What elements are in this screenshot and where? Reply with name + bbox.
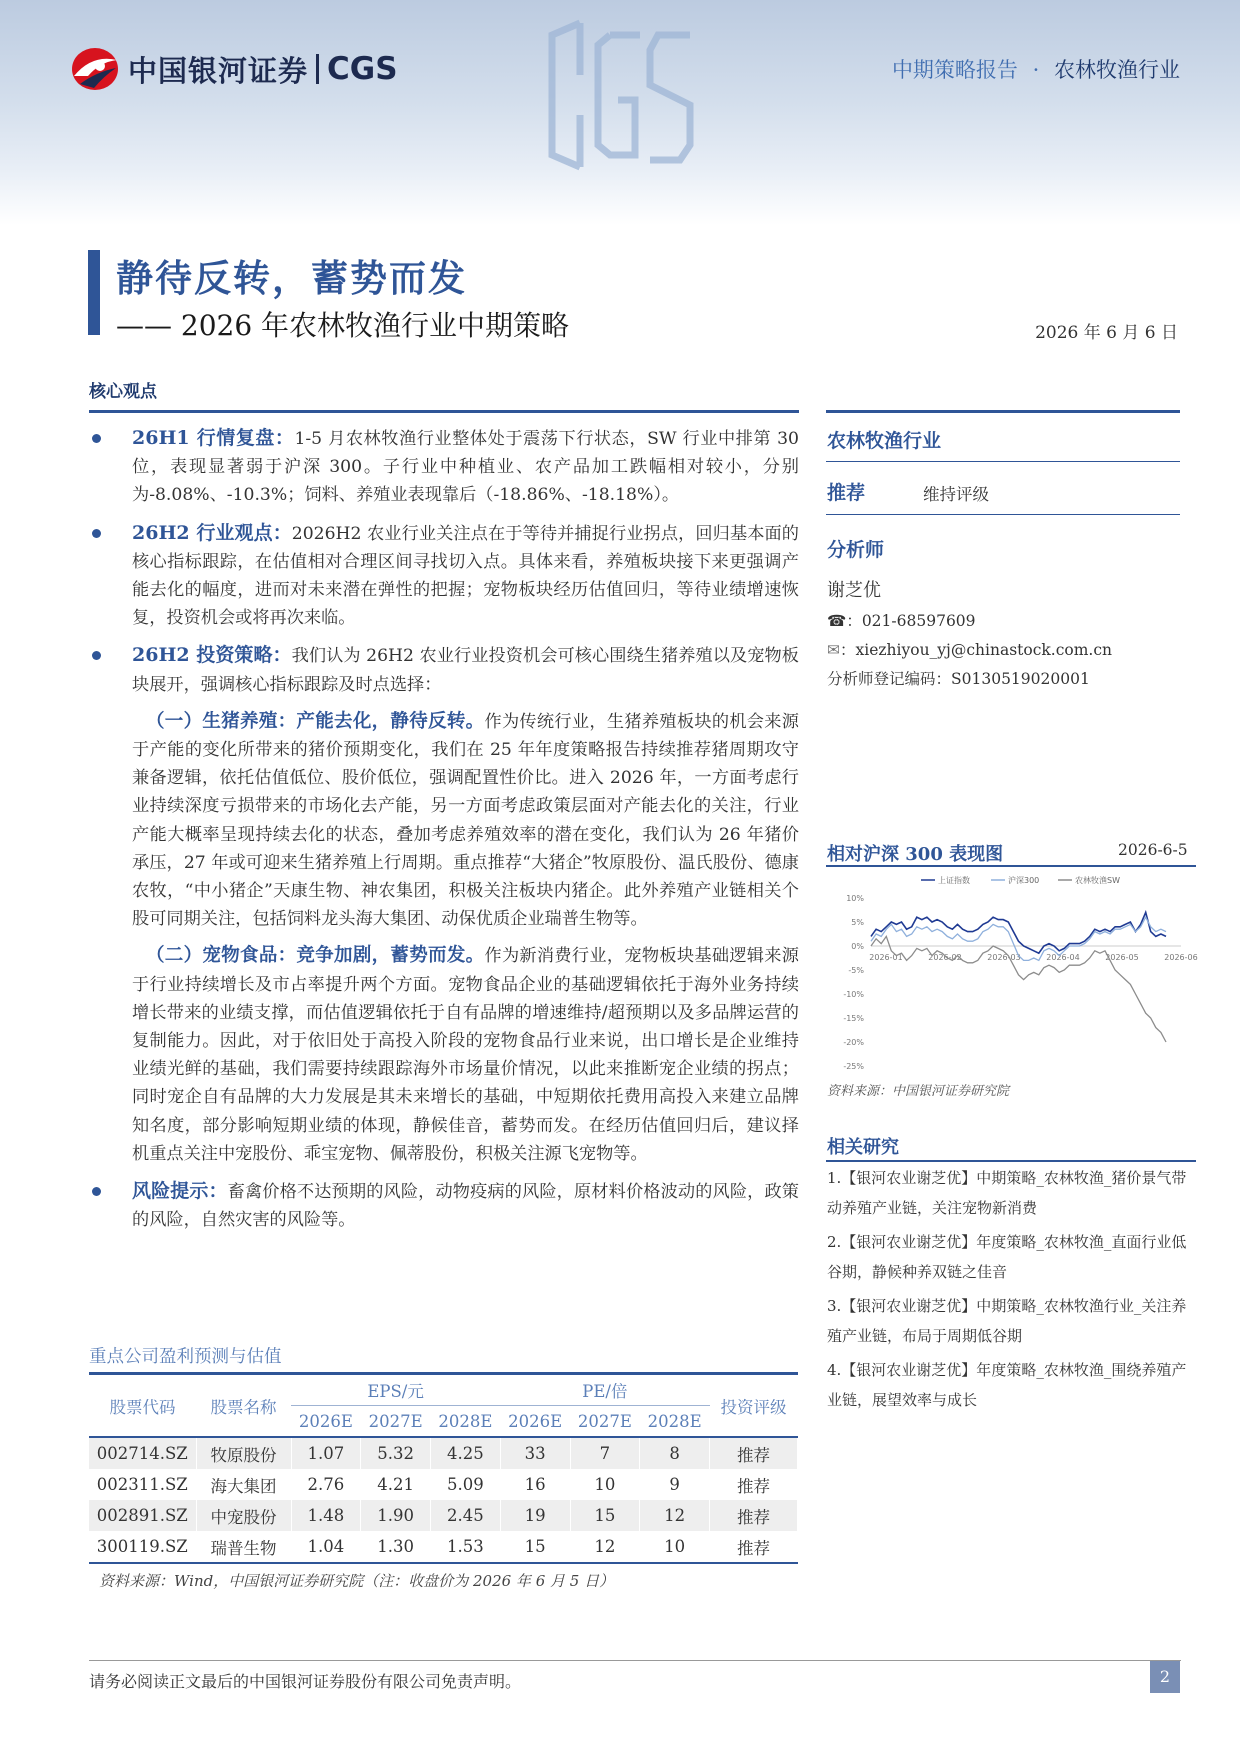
cell-rating: 推荐 xyxy=(710,1500,798,1531)
col-header-name: 股票名称 xyxy=(196,1374,291,1438)
cell-pe: 15 xyxy=(500,1531,570,1563)
sidebar-divider xyxy=(826,514,1180,515)
sub-text: 作为传统行业，生猪养殖板块的机会来源于产能的变化所带来的猪价预期变化，我们在 25 年年度策略报告持续推荐猪周期攻守兼备逻辑，依托估值低位、股价低位，强调配置性价比。进入 2026 年，一方面考虑行业持续深度亏损带来的市场化去产能，另一方面考虑政策层面对产能去化的关注，行业产能大概率呈现持续去化的状态，叠加考虑养殖效率的潜在变化，我们认为 26 年猪价承压，27 年或可迎来生猪养殖上行周期。重点推荐“大猪企”牧原股份、温氏股份、德康农牧，“中小猪企”天康生物、神农集团，积极关注板块内猪企。此外养殖产业链相关个股可同期关注，包括饲料龙头海大集团、动保优质企业瑞普生物等。 xyxy=(132,711,799,930)
cell-eps: 1.30 xyxy=(361,1531,431,1563)
valuation-table-title: 重点公司盈利预测与估值 xyxy=(89,1347,282,1367)
analyst-email[interactable] xyxy=(827,638,1112,660)
col-header-year: 2026E xyxy=(500,1406,570,1438)
col-header-rating: 投资评级 xyxy=(710,1374,798,1438)
bullet-text: 畜禽价格不达预期的风险，动物疫病的风险，原材料价格波动的风险，政策的风险，自然灾害的风险等。 xyxy=(132,1182,799,1231)
report-industry: 农林牧渔行业 xyxy=(1054,58,1180,82)
y-tick-label: -10% xyxy=(843,990,864,999)
col-header-year: 2028E xyxy=(640,1406,710,1438)
phone-number: ：021-68597609 xyxy=(846,612,976,630)
footer-rule xyxy=(89,1660,1181,1661)
cell-code: 002311.SZ xyxy=(89,1469,196,1500)
y-tick-label: -20% xyxy=(843,1038,864,1047)
y-tick-label: -15% xyxy=(843,1014,864,1023)
cell-rating: 推荐 xyxy=(710,1437,798,1469)
cell-eps: 4.21 xyxy=(361,1469,431,1500)
relative-performance-chart xyxy=(826,868,1198,1078)
cell-eps: 4.25 xyxy=(431,1437,501,1469)
cgs-watermark-logo xyxy=(540,15,705,175)
sidebar-industry: 农林牧渔行业 xyxy=(827,430,942,452)
bullet-dot xyxy=(92,434,101,443)
cell-name: 瑞普生物 xyxy=(196,1531,291,1563)
col-header-eps: EPS/元 xyxy=(291,1374,500,1406)
col-header-year: 2028E xyxy=(431,1406,501,1438)
series-line-0 xyxy=(871,912,1166,953)
sidebar-rating-label: 推荐 xyxy=(827,482,866,504)
cell-rating: 推荐 xyxy=(710,1469,798,1500)
company-logo xyxy=(70,46,398,92)
bullet-label: 26H1 行情复盘： xyxy=(132,427,295,449)
bullet-text: 我们认为 26H2 农业行业投资机会可核心围绕生猪养殖以及宠物板块展开，强调核心指标跟踪及时点选择： xyxy=(132,646,799,695)
report-type xyxy=(892,54,1180,84)
cell-code: 002714.SZ xyxy=(89,1437,196,1469)
y-tick-label: 10% xyxy=(846,894,864,903)
bullet-text: 2026H2 农业行业关注点在于等待并捕捉行业拐点，回归基本面的核心指标跟踪，在估值相对合理区间寻找切入点。具体来看，养殖板块接下来更强调产能去化的幅度，进而对未来潜在弹性的把握；宠物板块经历估值回归，等待业绩增速恢复，投资机会或将再次来临。 xyxy=(132,523,799,629)
cell-pe: 8 xyxy=(640,1437,710,1469)
bullet-label: 26H2 行业观点： xyxy=(132,521,292,544)
strategy-pet-food xyxy=(89,942,799,1168)
analyst-registration: 分析师登记编码：S0130519020001 xyxy=(827,670,1090,688)
bullet-dot xyxy=(92,651,101,660)
cell-rating: 推荐 xyxy=(710,1531,798,1563)
x-tick-label: 2026-03 xyxy=(987,953,1021,962)
col-header-year: 2026E xyxy=(291,1406,361,1438)
report-type-separator: · xyxy=(1032,58,1040,82)
core-view-body xyxy=(89,424,799,1243)
bullet-risk xyxy=(89,1177,799,1234)
cell-pe: 7 xyxy=(570,1437,640,1469)
x-tick-label: 2026-06 xyxy=(1164,953,1198,962)
bullet-label: 风险提示： xyxy=(132,1180,228,1203)
email-address[interactable]: ：xiezhiyou_yj@chinastock.com.cn xyxy=(840,641,1113,659)
bullet-h2-strategy xyxy=(89,641,799,698)
cell-eps: 2.76 xyxy=(291,1469,361,1500)
cell-pe: 15 xyxy=(570,1500,640,1531)
page-number: 2 xyxy=(1150,1661,1180,1693)
cell-pe: 16 xyxy=(500,1469,570,1500)
analyst-name: 谢芝优 xyxy=(827,580,881,601)
cell-pe: 12 xyxy=(640,1500,710,1531)
y-tick-label: 5% xyxy=(851,918,864,927)
cell-name: 中宠股份 xyxy=(196,1500,291,1531)
table-row xyxy=(89,1437,798,1469)
report-type-label: 中期策略报告 xyxy=(891,58,1018,82)
col-header-pe: PE/倍 xyxy=(500,1374,709,1406)
chart-heading: 相对沪深 300 表现图 xyxy=(827,844,1004,865)
cell-code: 300119.SZ xyxy=(89,1531,196,1563)
bullet-h1-review xyxy=(89,424,799,510)
x-tick-label: 2026-05 xyxy=(1105,953,1139,962)
phone-icon: ☎ xyxy=(827,612,847,630)
bullet-text: 1-5 月农林牧渔行业整体处于震荡下行状态，SW 行业中排第 30 位，表现显著弱于沪深 300。子行业中种植业、农产品加工跌幅相对较小，分别为-8.08%、-10.3%；饲料、养殖业表现靠后（-18.86%、-18.18%）。 xyxy=(132,429,799,506)
report-title: 静待反转，蓄势而发 xyxy=(116,256,467,300)
sidebar-divider xyxy=(826,461,1180,462)
chart-source: 资料来源：中国银河证券研究院 xyxy=(827,1084,1010,1099)
sub-text: 作为新消费行业，宠物板块基础逻辑来源于行业持续增长及市占率提升两个方面。宠物食品企业的基础逻辑依托于海外业务持续增长带来的业绩支撑，而估值逻辑依托于自有品牌的增速维持/超预期以及多品牌运营的复制能力。因此，对于依旧处于高投入阶段的宠物食品行业来说，出口增长是企业维持业绩光鲜的基础，我们需要持续跟踪海外市场量价情况，以此来推断宠企业绩的拐点；同时宠企自有品牌的大力发展是其未来增长的基础，中短期依托费用高投入来建立品牌知名度，部分影响短期业绩的体现，静候佳音，蓄势而发。在经历估值回归后，建议择机重点关注中宠股份、乖宝宠物、佩蒂股份，积极关注源飞宠物等。 xyxy=(132,946,799,1164)
related-item[interactable]: 4.【银河农业谢芝优】年度策略_农林牧渔_围绕养殖产业链，展望效率与成长 xyxy=(827,1361,1187,1409)
bullet-h2-view xyxy=(89,519,799,633)
email-icon: ✉ xyxy=(827,641,840,659)
legend-label: 沪深300 xyxy=(1008,876,1040,885)
legend-label: 农林牧渔SW xyxy=(1075,876,1120,885)
x-tick-label: 2026-02 xyxy=(928,953,962,962)
cell-name: 牧原股份 xyxy=(196,1437,291,1469)
legend-label: 上证指数 xyxy=(938,876,970,885)
bullet-label: 26H2 投资策略： xyxy=(132,644,292,667)
related-item[interactable]: 1.【银河农业谢芝优】中期策略_农林牧渔_猪价景气带动养殖产业链，关注宠物新消费 xyxy=(827,1169,1187,1217)
cell-pe: 9 xyxy=(640,1469,710,1500)
col-header-code: 股票代码 xyxy=(89,1374,196,1438)
logo-divider xyxy=(316,54,319,84)
x-tick-label: 2026-04 xyxy=(1046,953,1080,962)
cell-name: 海大集团 xyxy=(196,1469,291,1500)
y-tick-label: 0% xyxy=(851,942,864,951)
y-tick-label: -25% xyxy=(843,1062,864,1071)
cell-eps: 1.04 xyxy=(291,1531,361,1563)
analyst-phone xyxy=(827,609,976,631)
cell-eps: 5.32 xyxy=(361,1437,431,1469)
footer-disclaimer: 请务必阅读正文最后的中国银河证券股份有限公司免责声明。 xyxy=(89,1672,522,1691)
valuation-table xyxy=(89,1372,798,1564)
core-view-rule xyxy=(89,410,799,413)
col-header-year: 2027E xyxy=(570,1406,640,1438)
valuation-source: 资料来源：Wind，中国银河证券研究院（注：收盘价为 2026 年 6 月 5 日） xyxy=(99,1572,615,1590)
bullet-dot xyxy=(92,529,101,538)
col-header-year: 2027E xyxy=(361,1406,431,1438)
chart-date: 2026-6-5 xyxy=(1118,841,1188,859)
bullet-dot xyxy=(92,1187,101,1196)
related-item[interactable]: 3.【银河农业谢芝优】中期策略_农林牧渔行业_关注养殖产业链，布局于周期低谷期 xyxy=(827,1297,1187,1345)
sub-label: （一）生猪养殖：产能去化，静待反转。 xyxy=(146,710,485,732)
y-tick-label: -5% xyxy=(848,966,864,975)
cell-pe: 19 xyxy=(500,1500,570,1531)
cell-pe: 12 xyxy=(570,1531,640,1563)
sidebar-rating-value: 维持评级 xyxy=(923,485,989,504)
cell-eps: 5.09 xyxy=(431,1469,501,1500)
related-item[interactable]: 2.【银河农业谢芝优】年度策略_农林牧渔_直面行业低谷期，静候种养双链之佳音 xyxy=(827,1233,1187,1281)
x-tick-label: 2026-01 xyxy=(869,953,903,962)
logo-text-en: CGS xyxy=(327,51,398,87)
sidebar-top-rule xyxy=(826,410,1180,413)
sidebar-analyst-heading: 分析师 xyxy=(827,539,885,561)
chart-heading-rule xyxy=(826,865,1196,867)
title-accent-bar xyxy=(88,250,100,335)
galaxy-logo-icon xyxy=(70,46,120,92)
cell-code: 002891.SZ xyxy=(89,1500,196,1531)
cell-eps: 1.48 xyxy=(291,1500,361,1531)
cell-pe: 10 xyxy=(570,1469,640,1500)
table-row xyxy=(89,1500,798,1531)
report-date: 2026 年 6 月 6 日 xyxy=(1035,323,1178,343)
cell-eps: 1.90 xyxy=(361,1500,431,1531)
cell-pe: 33 xyxy=(500,1437,570,1469)
related-research-list xyxy=(827,1163,1187,1419)
chart-svg xyxy=(826,868,1198,1078)
sub-label: （二）宠物食品：竞争加剧，蓄势而发。 xyxy=(146,945,485,967)
table-row xyxy=(89,1469,798,1500)
core-view-heading: 核心观点 xyxy=(89,382,157,402)
logo-text-cn: 中国银河证券 xyxy=(128,53,309,88)
table-row xyxy=(89,1531,798,1563)
related-rule xyxy=(826,1160,1196,1162)
cell-eps: 1.07 xyxy=(291,1437,361,1469)
cell-eps: 2.45 xyxy=(431,1500,501,1531)
strategy-hog-farming xyxy=(89,708,799,934)
cell-eps: 1.53 xyxy=(431,1531,501,1563)
cell-pe: 10 xyxy=(640,1531,710,1563)
report-subtitle: —— 2026 年农林牧渔行业中期策略 xyxy=(116,309,570,342)
related-heading: 相关研究 xyxy=(827,1137,899,1158)
